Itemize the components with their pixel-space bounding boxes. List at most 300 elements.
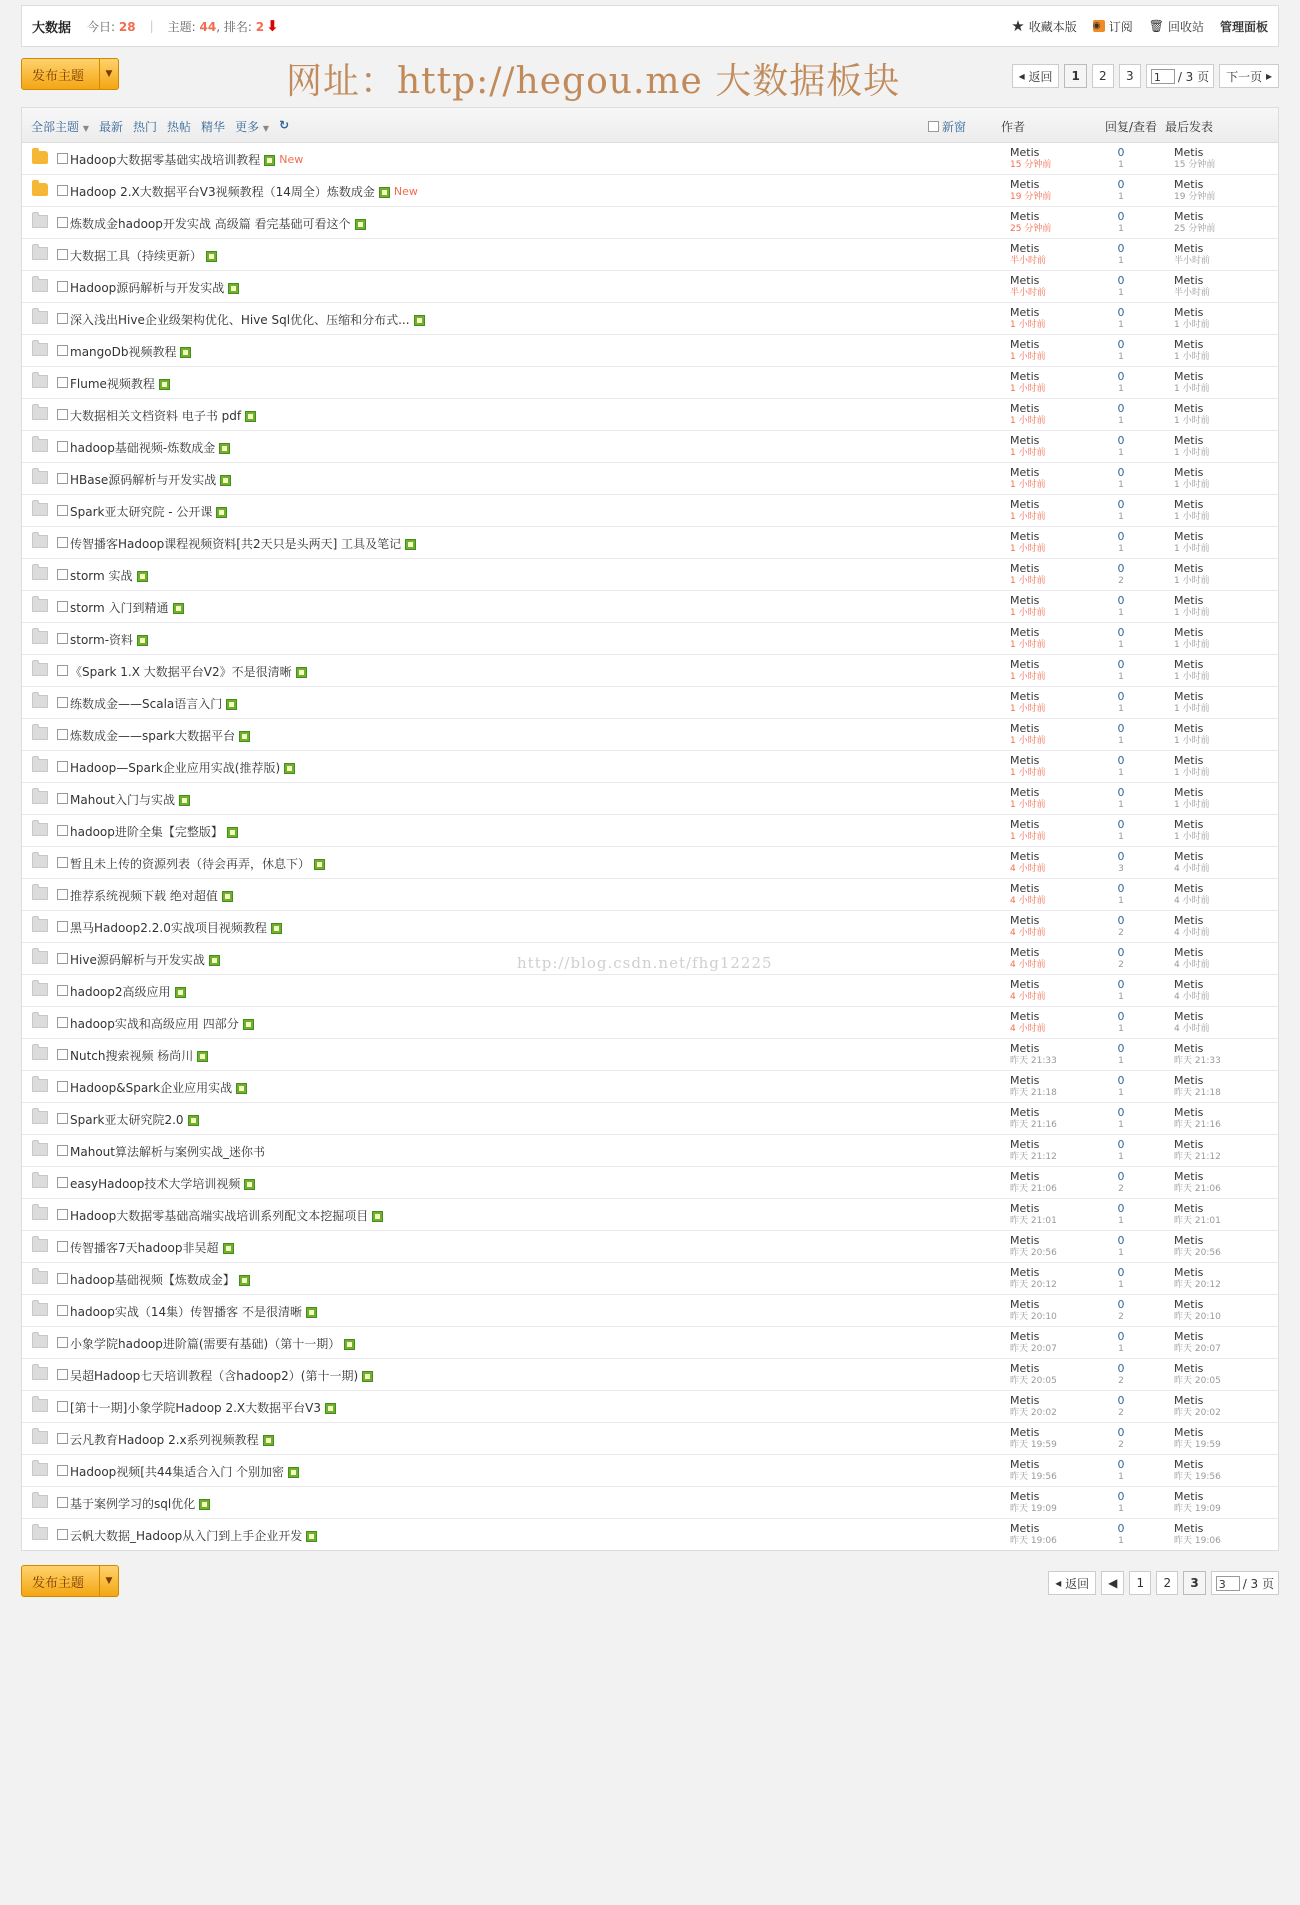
reply-count[interactable]: 0 [1117, 562, 1125, 575]
thread-title-link[interactable]: Nutch搜索视频 杨尚川 [70, 1049, 194, 1063]
thread-checkbox[interactable] [57, 665, 68, 676]
last-post-time[interactable]: 1 小时前 [1174, 544, 1210, 554]
author-link[interactable]: Metis [1010, 530, 1040, 543]
last-post-user[interactable]: Metis [1174, 1522, 1204, 1535]
reply-count[interactable]: 0 [1117, 882, 1125, 895]
filter-latest[interactable]: 最新 [99, 120, 124, 134]
thread-title-link[interactable]: HBase源码解析与开发实战 [70, 473, 217, 487]
reply-count[interactable]: 0 [1117, 850, 1125, 863]
author-link[interactable]: Metis [1010, 882, 1040, 895]
thread-title-link[interactable]: storm 入门到精通 [70, 601, 169, 615]
thread-checkbox[interactable] [57, 281, 68, 292]
last-post-user[interactable]: Metis [1174, 626, 1204, 639]
author-cell [1010, 1139, 1057, 1163]
last-post-time[interactable]: 1 小时前 [1174, 672, 1210, 682]
reply-count[interactable]: 0 [1117, 626, 1125, 639]
last-post-user[interactable]: Metis [1174, 1426, 1204, 1439]
last-post-user[interactable]: Metis [1174, 242, 1204, 255]
back-button[interactable]: ◂ 返回 [1012, 64, 1060, 88]
thread-title-link[interactable]: 黑马Hadoop2.2.0实战项目视频教程 [70, 921, 267, 935]
thread-checkbox[interactable] [57, 1209, 68, 1220]
thread-checkbox[interactable] [57, 1017, 68, 1028]
last-post-time[interactable]: 1 小时前 [1174, 480, 1210, 490]
reply-count[interactable]: 0 [1117, 1522, 1125, 1535]
author-link[interactable]: Metis [1010, 1426, 1040, 1439]
author-link[interactable]: Metis [1010, 594, 1040, 607]
last-post-cell [1174, 275, 1210, 299]
last-post-user[interactable]: Metis [1174, 146, 1204, 159]
page-3-link-bottom[interactable]: 3 [1183, 1571, 1205, 1595]
view-count: 3 [1118, 864, 1124, 874]
thread-title-link[interactable]: storm-资料 [70, 633, 134, 647]
author-link[interactable]: Metis [1010, 306, 1040, 319]
thread-title-link[interactable]: Hadoop大数据零基础高端实战培训系列配文本挖掘项目 [70, 1209, 369, 1223]
last-post-user[interactable]: Metis [1174, 274, 1204, 287]
author-link[interactable]: Metis [1010, 1170, 1040, 1183]
recycle-link[interactable]: 🗑 回收站 [1148, 19, 1204, 34]
reply-count[interactable]: 0 [1117, 1362, 1125, 1375]
reply-count[interactable]: 0 [1117, 210, 1125, 223]
thread-checkbox[interactable] [57, 889, 68, 900]
last-post-user[interactable]: Metis [1174, 466, 1204, 479]
new-window-checkbox[interactable] [928, 121, 939, 132]
thread-title-link[interactable]: hadoop实战（14集）传智播客 不是很清晰 [70, 1305, 302, 1319]
page-jump-input[interactable]: 1 [1151, 69, 1175, 84]
last-post-user[interactable]: Metis [1174, 1458, 1204, 1471]
thread-checkbox[interactable] [57, 1081, 68, 1092]
thread-title-link[interactable]: Hadoop大数据零基础实战培训教程 [70, 153, 261, 167]
last-post-user[interactable]: Metis [1174, 562, 1204, 575]
reply-count[interactable]: 0 [1117, 1010, 1125, 1023]
author-link[interactable]: Metis [1010, 754, 1040, 767]
thread-checkbox[interactable] [57, 1401, 68, 1412]
page-2-link-bottom[interactable]: 2 [1156, 1571, 1178, 1595]
last-post-time[interactable]: 1 小时前 [1174, 416, 1210, 426]
topics-stat: 主题: 44, 排名: 2 ⬇ [167, 17, 279, 35]
last-post-time[interactable]: 1 小时前 [1174, 448, 1210, 458]
new-window-toggle[interactable]: 新窗 [928, 118, 966, 135]
thread-title-link[interactable]: Hadoop&Spark企业应用实战 [70, 1081, 233, 1095]
reply-count[interactable]: 0 [1117, 818, 1125, 831]
thread-checkbox[interactable] [57, 953, 68, 964]
last-post-time[interactable]: 15 分钟前 [1174, 160, 1216, 170]
thread-title-link[interactable]: storm 实战 [70, 569, 133, 583]
last-post-user[interactable]: Metis [1174, 1170, 1204, 1183]
thread-title-link[interactable]: 云帆大数据_Hadoop从入门到上手企业开发 [70, 1529, 303, 1543]
author-link[interactable]: Metis [1010, 850, 1040, 863]
thread-title-link[interactable]: 云凡教育Hadoop 2.x系列视频教程 [70, 1433, 259, 1447]
thread-checkbox[interactable] [57, 985, 68, 996]
last-post-time[interactable]: 4 小时前 [1174, 928, 1210, 938]
reply-count[interactable]: 0 [1117, 1394, 1125, 1407]
author-link[interactable]: Metis [1010, 978, 1040, 991]
folder-icon [32, 151, 48, 164]
back-button-bottom[interactable]: ◂ 返回 [1048, 1571, 1096, 1595]
last-post-time[interactable]: 1 小时前 [1174, 640, 1210, 650]
filter-all[interactable]: 全部主题 ▼ [31, 120, 89, 134]
last-post-user[interactable]: Metis [1174, 722, 1204, 735]
reply-count[interactable]: 0 [1117, 466, 1125, 479]
thread-checkbox[interactable] [57, 313, 68, 324]
thread-title-link[interactable]: Hadoop源码解析与开发实战 [70, 281, 225, 295]
thread-title-link[interactable]: mangoDb视频教程 [70, 345, 177, 359]
thread-checkbox[interactable] [57, 505, 68, 516]
author-link[interactable]: Metis [1010, 498, 1040, 511]
reply-count[interactable]: 0 [1117, 594, 1125, 607]
last-post-user[interactable]: Metis [1174, 786, 1204, 799]
last-post-user[interactable]: Metis [1174, 498, 1204, 511]
reply-count[interactable]: 0 [1117, 1490, 1125, 1503]
last-post-user[interactable]: Metis [1174, 1106, 1204, 1119]
thread-title-link[interactable]: 小象学院hadoop进阶篇(需要有基础)（第十一期） [70, 1337, 341, 1351]
reply-count[interactable]: 0 [1117, 690, 1125, 703]
last-post-time[interactable]: 昨天 21:12 [1174, 1152, 1221, 1162]
last-post-user[interactable]: Metis [1174, 1202, 1204, 1215]
thread-title-link[interactable]: Mahout入门与实战 [70, 793, 175, 807]
reply-count[interactable]: 0 [1117, 434, 1125, 447]
author-link[interactable]: Metis [1010, 1042, 1040, 1055]
thread-title-link[interactable]: 传智播客Hadoop课程视频资料[共2天只是头两天] 工具及笔记 [70, 537, 402, 551]
thread-title-link[interactable]: 炼数成金hadoop开发实战 高级篇 看完基础可看这个 [70, 217, 351, 231]
thread-checkbox[interactable] [57, 1433, 68, 1444]
thread-checkbox[interactable] [57, 1145, 68, 1156]
last-post-user[interactable]: Metis [1174, 338, 1204, 351]
last-post-time[interactable]: 25 分钟前 [1174, 224, 1216, 234]
author-link[interactable]: Metis [1010, 946, 1040, 959]
thread-title-link[interactable]: 推荐系统视频下载 绝对超值 [70, 889, 218, 903]
reply-count[interactable]: 0 [1117, 978, 1125, 991]
reply-count[interactable]: 0 [1117, 242, 1125, 255]
author-link[interactable]: Metis [1010, 242, 1040, 255]
author-link[interactable]: Metis [1010, 210, 1040, 223]
thread-checkbox[interactable] [57, 1241, 68, 1252]
admin-panel-link[interactable]: 管理面板 [1219, 19, 1268, 34]
last-post-time[interactable]: 1 小时前 [1174, 320, 1210, 330]
thread-checkbox[interactable] [57, 633, 68, 644]
author-link[interactable]: Metis [1010, 818, 1040, 831]
post-topic-button-bottom[interactable]: 发布主题 ▼ [21, 1565, 119, 1597]
reply-count[interactable]: 0 [1117, 402, 1125, 415]
author-link[interactable]: Metis [1010, 1490, 1040, 1503]
author-link[interactable]: Metis [1010, 1330, 1040, 1343]
last-post-time[interactable]: 1 小时前 [1174, 512, 1210, 522]
last-post-time[interactable]: 1 小时前 [1174, 736, 1210, 746]
filter-digest[interactable]: 精华 [201, 120, 226, 134]
last-post-user[interactable]: Metis [1174, 882, 1204, 895]
last-post-time[interactable]: 昨天 19:59 [1174, 1440, 1221, 1450]
last-post-user[interactable]: Metis [1174, 178, 1204, 191]
thread-checkbox[interactable] [57, 1369, 68, 1380]
last-post-user[interactable]: Metis [1174, 818, 1204, 831]
last-post-time[interactable]: 昨天 20:12 [1174, 1280, 1221, 1290]
reply-count[interactable]: 0 [1117, 498, 1125, 511]
last-post-time[interactable]: 1 小时前 [1174, 352, 1210, 362]
thread-checkbox[interactable] [57, 921, 68, 932]
author-link[interactable]: Metis [1010, 274, 1040, 287]
last-post-user[interactable]: Metis [1174, 850, 1204, 863]
last-post-user[interactable]: Metis [1174, 434, 1204, 447]
reply-count[interactable]: 0 [1117, 370, 1125, 383]
author-link[interactable]: Metis [1010, 626, 1040, 639]
author-link[interactable]: Metis [1010, 1522, 1040, 1535]
thread-checkbox[interactable] [57, 441, 68, 452]
thread-title-link[interactable]: hadoop基础视频-炼数成金 [70, 441, 216, 455]
filter-more[interactable]: 更多 ▼ [235, 120, 270, 134]
reply-count[interactable]: 0 [1117, 658, 1125, 671]
thread-title-link[interactable]: 暂且未上传的资源列表（待会再弄，休息下） [70, 857, 311, 871]
thread-title-link[interactable]: Spark亚太研究院 - 公开课 [70, 505, 213, 519]
reply-count[interactable]: 0 [1117, 1170, 1125, 1183]
last-post-time[interactable]: 昨天 21:18 [1174, 1088, 1221, 1098]
author-link[interactable]: Metis [1010, 370, 1040, 383]
last-post-user[interactable]: Metis [1174, 306, 1204, 319]
thread-checkbox[interactable] [57, 697, 68, 708]
last-post-user[interactable]: Metis [1174, 1234, 1204, 1247]
thread-checkbox[interactable] [57, 601, 68, 612]
thread-title-link[interactable]: Hadoop 2.X大数据平台V3视频教程（14周全）炼数成金 [70, 185, 375, 199]
thread-title-link[interactable]: Hadoop视频[共44集适合入门 个别加密 [70, 1465, 285, 1479]
thread-title-link[interactable]: 传智播客7天hadoop非吴超 [70, 1241, 219, 1255]
page-1-link-bottom[interactable]: 1 [1129, 1571, 1151, 1595]
thread-checkbox[interactable] [57, 409, 68, 420]
reply-count[interactable]: 0 [1117, 1426, 1125, 1439]
last-post-time[interactable]: 昨天 20:05 [1174, 1376, 1221, 1386]
reply-count[interactable]: 0 [1117, 1138, 1125, 1151]
last-post-user[interactable]: Metis [1174, 978, 1204, 991]
last-post-user[interactable]: Metis [1174, 1266, 1204, 1279]
last-post-time[interactable]: 1 小时前 [1174, 608, 1210, 618]
last-post-user[interactable]: Metis [1174, 658, 1204, 671]
thread-title-link[interactable]: Hadoop—Spark企业应用实战(推荐版) [70, 761, 281, 775]
thread-title-link[interactable]: 大数据工具（持续更新） [70, 249, 203, 263]
last-post-time[interactable]: 4 小时前 [1174, 1024, 1210, 1034]
last-post-time[interactable]: 4 小时前 [1174, 960, 1210, 970]
last-post-time[interactable]: 昨天 21:06 [1174, 1184, 1221, 1194]
thread-checkbox[interactable] [57, 569, 68, 580]
thread-checkbox[interactable] [57, 729, 68, 740]
reply-count[interactable]: 0 [1117, 338, 1125, 351]
reply-count[interactable]: 0 [1117, 178, 1125, 191]
reply-count[interactable]: 0 [1117, 1202, 1125, 1215]
thread-title-link[interactable]: 练数成金——Scala语言入门 [70, 697, 223, 711]
reply-count[interactable]: 0 [1117, 1106, 1125, 1119]
last-post-time[interactable]: 昨天 20:56 [1174, 1248, 1221, 1258]
reply-count[interactable]: 0 [1117, 1074, 1125, 1087]
page-1-link[interactable]: 1 [1064, 64, 1086, 88]
reply-count[interactable]: 0 [1117, 1458, 1125, 1471]
last-post-time[interactable]: 昨天 20:10 [1174, 1312, 1221, 1322]
last-post-time[interactable]: 昨天 21:01 [1174, 1216, 1221, 1226]
last-post-user[interactable]: Metis [1174, 1490, 1204, 1503]
reply-count[interactable]: 0 [1117, 1298, 1125, 1311]
reply-count[interactable]: 0 [1117, 754, 1125, 767]
thread-title-link[interactable]: hadoop2高级应用 [70, 985, 171, 999]
reply-count[interactable]: 0 [1117, 1330, 1125, 1343]
last-post-user[interactable]: Metis [1174, 1394, 1204, 1407]
favorite-link[interactable]: ★ 收藏本版 [1011, 17, 1077, 35]
author-cell [1010, 1363, 1057, 1387]
last-post-time[interactable]: 1 小时前 [1174, 384, 1210, 394]
thread-title-link[interactable]: hadoop实战和高级应用 四部分 [70, 1017, 239, 1031]
author-link[interactable]: Metis [1010, 1266, 1040, 1279]
page-jump-input-bottom[interactable]: 3 [1216, 1576, 1240, 1591]
last-post-user[interactable]: Metis [1174, 754, 1204, 767]
thread-checkbox[interactable] [57, 1305, 68, 1316]
last-post-time[interactable]: 1 小时前 [1174, 704, 1210, 714]
last-post-time[interactable]: 1 小时前 [1174, 800, 1210, 810]
thread-checkbox[interactable] [57, 825, 68, 836]
reply-count[interactable]: 0 [1117, 786, 1125, 799]
last-post-time[interactable]: 4 小时前 [1174, 864, 1210, 874]
folder-icon [32, 1175, 48, 1188]
page-2-link[interactable]: 2 [1092, 64, 1114, 88]
author-link[interactable]: Metis [1010, 1106, 1040, 1119]
thread-title-link[interactable]: Spark亚太研究院2.0 [70, 1113, 184, 1127]
author-link[interactable]: Metis [1010, 1138, 1040, 1151]
author-link[interactable]: Metis [1010, 1394, 1040, 1407]
thread-title-link[interactable]: 基于案例学习的sql优化 [70, 1497, 196, 1511]
last-post-time[interactable]: 昨天 20:02 [1174, 1408, 1221, 1418]
thread-title-link[interactable]: Mahout算法解析与案例实战_迷你书 [70, 1145, 265, 1159]
thread-checkbox[interactable] [57, 1337, 68, 1348]
thread-checkbox[interactable] [57, 1049, 68, 1060]
author-link[interactable]: Metis [1010, 434, 1040, 447]
filter-hot[interactable]: 热门 [133, 120, 158, 134]
post-topic-button[interactable]: 发布主题 ▼ [21, 58, 119, 90]
refresh-icon[interactable]: ↻ [279, 118, 290, 132]
thread-checkbox[interactable] [57, 793, 68, 804]
thread-checkbox[interactable] [57, 1273, 68, 1284]
reply-count[interactable]: 0 [1117, 1042, 1125, 1055]
last-post-time[interactable]: 半小时前 [1174, 288, 1211, 298]
author-link[interactable]: Metis [1010, 1010, 1040, 1023]
last-post-user[interactable]: Metis [1174, 946, 1204, 959]
author-link[interactable]: Metis [1010, 1362, 1040, 1375]
thread-title-link[interactable]: 炼数成金——spark大数据平台 [70, 729, 236, 743]
thread-title-link[interactable]: Flume视频教程 [70, 377, 155, 391]
last-post-time[interactable]: 1 小时前 [1174, 576, 1210, 586]
last-post-user[interactable]: Metis [1174, 210, 1204, 223]
subscribe-link[interactable]: ◉ 订阅 [1092, 19, 1133, 34]
last-post-time[interactable]: 4 小时前 [1174, 896, 1210, 906]
last-post-user[interactable]: Metis [1174, 594, 1204, 607]
author-link[interactable]: Metis [1010, 914, 1040, 927]
page-3-link[interactable]: 3 [1119, 64, 1141, 88]
last-post-time[interactable]: 昨天 21:16 [1174, 1120, 1221, 1130]
filter-hot-posts[interactable]: 热帖 [167, 120, 192, 134]
last-post-time[interactable]: 昨天 20:07 [1174, 1344, 1221, 1354]
thread-title-link[interactable]: [第十一期]小象学院Hadoop 2.X大数据平台V3 [70, 1401, 321, 1415]
last-post-time[interactable]: 4 小时前 [1174, 992, 1210, 1002]
thread-checkbox[interactable] [57, 1497, 68, 1508]
last-post-user[interactable]: Metis [1174, 1298, 1204, 1311]
thread-title-link[interactable]: 深入浅出Hive企业级架构优化、Hive Sql优化、压缩和分布式... [70, 313, 410, 327]
author-link[interactable]: Metis [1010, 402, 1040, 415]
reply-count[interactable]: 0 [1117, 946, 1125, 959]
last-post-column-header[interactable]: 最后发表 [1165, 120, 1214, 134]
author-link[interactable]: Metis [1010, 658, 1040, 671]
thread-checkbox[interactable] [57, 1113, 68, 1124]
last-post-user[interactable]: Metis [1174, 530, 1204, 543]
author-link[interactable]: Metis [1010, 178, 1040, 191]
reply-count[interactable]: 0 [1117, 914, 1125, 927]
thread-checkbox[interactable] [57, 153, 68, 164]
reply-view-column-header[interactable]: 回复/查看 [1105, 120, 1158, 134]
thread-checkbox[interactable] [57, 1177, 68, 1188]
author-link[interactable]: Metis [1010, 1074, 1040, 1087]
thread-title-link[interactable]: 《Spark 1.X 大数据平台V2》不是很清晰 [70, 665, 292, 679]
thread-checkbox[interactable] [57, 249, 68, 260]
thread-checkbox[interactable] [57, 761, 68, 772]
thread-title-link[interactable]: hadoop基础视频【炼数成金】 [70, 1273, 235, 1287]
last-post-user[interactable]: Metis [1174, 402, 1204, 415]
reply-count[interactable]: 0 [1117, 274, 1125, 287]
last-post-time[interactable]: 半小时前 [1174, 256, 1211, 266]
last-post-time[interactable]: 19 分钟前 [1174, 192, 1216, 202]
reply-count[interactable]: 0 [1117, 146, 1125, 159]
author-link[interactable]: Metis [1010, 1234, 1040, 1247]
thread-checkbox[interactable] [57, 537, 68, 548]
thread-checkbox[interactable] [57, 377, 68, 388]
author-link[interactable]: Metis [1010, 146, 1040, 159]
thread-title-link[interactable]: Hive源码解析与开发实战 [70, 953, 205, 967]
thread-checkbox[interactable] [57, 185, 68, 196]
last-post-time[interactable]: 1 小时前 [1174, 768, 1210, 778]
thread-title-link[interactable]: easyHadoop技术大学培训视频 [70, 1177, 241, 1191]
next-page-button[interactable]: 下一页 ▸ [1219, 64, 1279, 88]
reply-count[interactable]: 0 [1117, 1234, 1125, 1247]
last-post-user[interactable]: Metis [1174, 1330, 1204, 1343]
author-link[interactable]: Metis [1010, 690, 1040, 703]
last-post-time[interactable]: 昨天 19:09 [1174, 1504, 1221, 1514]
last-post-user[interactable]: Metis [1174, 1010, 1204, 1023]
thread-checkbox[interactable] [57, 345, 68, 356]
author-link[interactable]: Metis [1010, 786, 1040, 799]
thread-checkbox[interactable] [57, 217, 68, 228]
thread-title-link[interactable]: 大数据相关文档资料 电子书 pdf [70, 409, 242, 423]
last-post-user[interactable]: Metis [1174, 1074, 1204, 1087]
thread-checkbox[interactable] [57, 473, 68, 484]
thread-title-link[interactable]: hadoop进阶全集【完整版】 [70, 825, 223, 839]
thread-title-link[interactable]: 吴超Hadoop七天培训教程（含hadoop2）(第十一期) [70, 1369, 359, 1383]
last-post-user[interactable]: Metis [1174, 690, 1204, 703]
thread-checkbox[interactable] [57, 1529, 68, 1540]
last-post-user[interactable]: Metis [1174, 1138, 1204, 1151]
reply-count[interactable]: 0 [1117, 306, 1125, 319]
last-post-user[interactable]: Metis [1174, 914, 1204, 927]
reply-count[interactable]: 0 [1117, 722, 1125, 735]
thread-checkbox[interactable] [57, 857, 68, 868]
author-link[interactable]: Metis [1010, 338, 1040, 351]
author-link[interactable]: Metis [1010, 1202, 1040, 1215]
last-post-user[interactable]: Metis [1174, 1362, 1204, 1375]
prev-page-button[interactable]: ◀ [1101, 1571, 1124, 1595]
last-post-time[interactable]: 昨天 19:06 [1174, 1536, 1221, 1546]
thread-checkbox[interactable] [57, 1465, 68, 1476]
last-post-user[interactable]: Metis [1174, 1042, 1204, 1055]
author-link[interactable]: Metis [1010, 466, 1040, 479]
author-link[interactable]: Metis [1010, 562, 1040, 575]
author-link[interactable]: Metis [1010, 1458, 1040, 1471]
reply-count[interactable]: 0 [1117, 530, 1125, 543]
reply-count[interactable]: 0 [1117, 1266, 1125, 1279]
author-link[interactable]: Metis [1010, 1298, 1040, 1311]
last-post-time[interactable]: 昨天 19:56 [1174, 1472, 1221, 1482]
last-post-time[interactable]: 昨天 21:33 [1174, 1056, 1221, 1066]
last-post-time[interactable]: 1 小时前 [1174, 832, 1210, 842]
author-link[interactable]: Metis [1010, 722, 1040, 735]
last-post-user[interactable]: Metis [1174, 370, 1204, 383]
